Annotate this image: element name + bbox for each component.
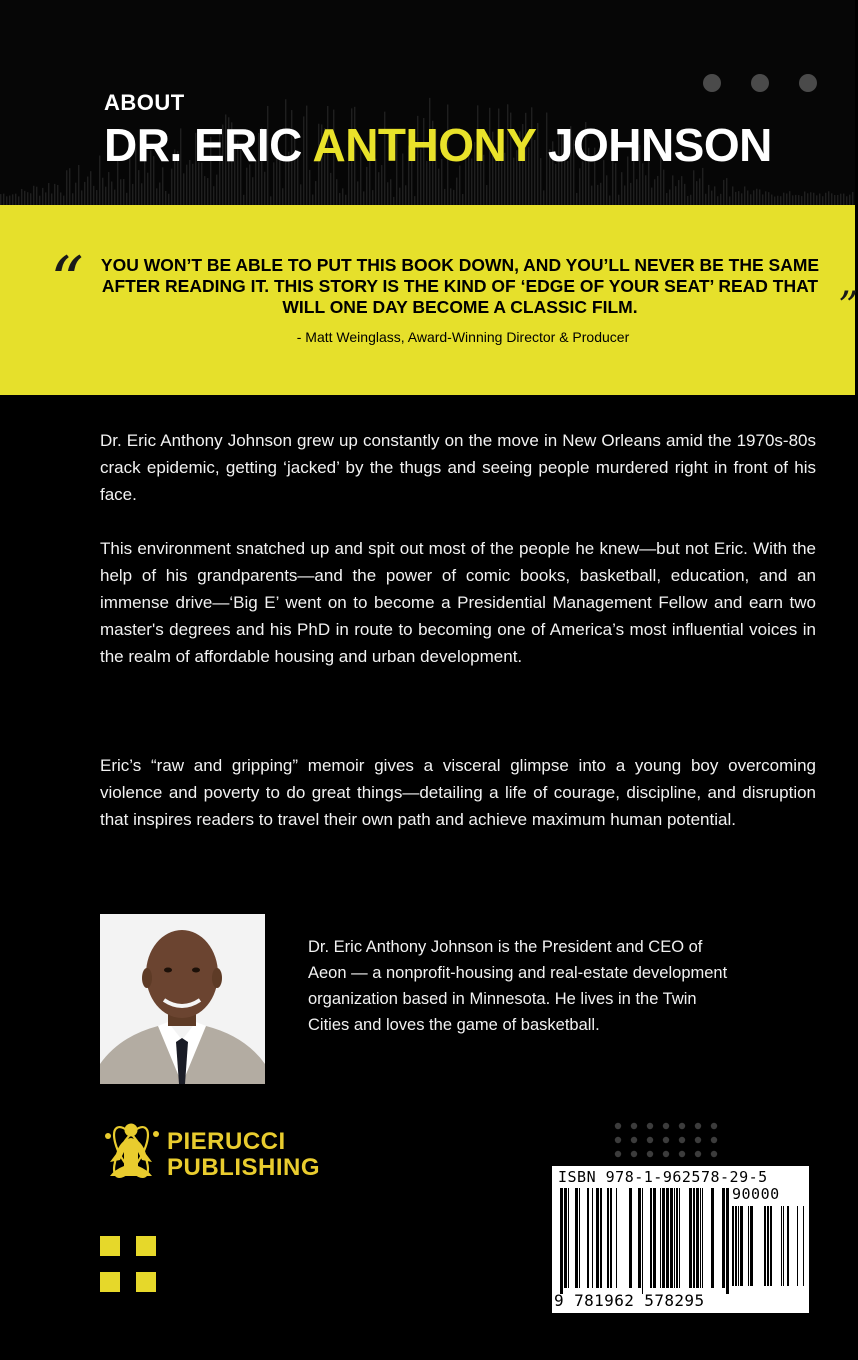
wave-bar	[741, 193, 742, 205]
grid-dot	[663, 1151, 669, 1157]
meditation-atom-icon	[100, 1110, 166, 1192]
barcode-bar	[560, 1188, 563, 1294]
wave-bar	[579, 168, 580, 205]
wave-bar	[759, 189, 760, 205]
wave-bar	[87, 177, 88, 205]
wave-bar	[711, 191, 712, 205]
wave-bar	[312, 194, 313, 205]
dot-icon	[751, 74, 769, 92]
wave-bar	[84, 182, 85, 205]
wave-bar	[675, 186, 676, 205]
wave-bar	[486, 185, 487, 205]
wave-bar	[168, 194, 169, 205]
barcode-bar	[770, 1206, 772, 1286]
wave-bar	[57, 185, 58, 205]
wave-bar	[96, 190, 97, 205]
grid-dot	[679, 1123, 685, 1129]
title-name-accent: ANTHONY	[312, 119, 536, 171]
barcode-bar	[642, 1188, 643, 1294]
wave-bar	[42, 188, 43, 205]
barcode-bar	[750, 1206, 753, 1286]
wave-bar	[45, 192, 46, 205]
wave-bar	[39, 196, 40, 205]
square-icon	[100, 1272, 120, 1292]
wave-bar	[732, 186, 733, 205]
wave-bar	[795, 195, 796, 205]
grid-dot	[663, 1137, 669, 1143]
wave-bar	[315, 181, 316, 205]
wave-bar	[690, 195, 691, 205]
barcode-bar	[711, 1188, 714, 1288]
wave-bar	[807, 193, 808, 205]
wave-bar	[456, 178, 457, 205]
grid-dot	[615, 1123, 621, 1129]
wave-bar	[852, 192, 853, 205]
barcode-bar	[629, 1188, 632, 1288]
barcode-bar	[662, 1188, 665, 1288]
wave-bar	[792, 195, 793, 205]
wave-bar	[600, 183, 601, 205]
wave-bar	[822, 196, 823, 205]
wave-bar	[813, 193, 814, 205]
wave-bar	[90, 171, 91, 205]
wave-bar	[438, 169, 439, 205]
wave-bar	[663, 170, 664, 205]
publisher-name-line2: PUBLISHING	[167, 1154, 321, 1181]
wave-bar	[726, 178, 727, 205]
wave-bar	[204, 176, 205, 205]
wave-bar	[756, 189, 757, 205]
grid-dot	[647, 1137, 653, 1143]
wave-bar	[666, 193, 667, 205]
grid-dot	[647, 1151, 653, 1157]
barcode-bar	[748, 1206, 749, 1286]
barcode-bar	[670, 1188, 673, 1288]
title-name-part2: JOHNSON	[535, 119, 772, 171]
wave-bar	[36, 187, 37, 205]
wave-bar	[93, 186, 94, 205]
wave-bar	[621, 172, 622, 205]
wave-bar	[762, 194, 763, 205]
wave-bar	[111, 182, 112, 205]
barcode-bar	[689, 1188, 692, 1288]
barcode-bar	[787, 1206, 789, 1286]
wave-bar	[399, 188, 400, 205]
wave-bar	[576, 193, 577, 205]
wave-bar	[834, 195, 835, 205]
wave-bar	[33, 186, 34, 205]
wave-bar	[363, 191, 364, 205]
wave-bar	[681, 176, 682, 205]
barcode-bar	[587, 1188, 589, 1288]
wave-bar	[657, 176, 658, 205]
wave-bar	[75, 183, 76, 205]
square-icon	[100, 1236, 120, 1256]
wave-bar	[414, 196, 415, 205]
title-name-part1: DR. ERIC	[104, 119, 313, 171]
wave-bar	[207, 178, 208, 205]
barcode-bar	[600, 1188, 602, 1288]
barcode-bar	[702, 1188, 703, 1288]
wave-bar	[774, 196, 775, 205]
wave-bar	[768, 192, 769, 205]
wave-bar	[828, 191, 829, 205]
wave-bar	[786, 193, 787, 205]
wave-bar	[123, 179, 124, 205]
about-label: ABOUT	[104, 90, 185, 115]
description-paragraph-3: Eric’s “raw and gripping” memoir gives a visceral glimpse into a young boy overcoming violence and poverty to do great things—detailing a life of courage, discipline, and disruption that inspires readers to travel their own path and achieve maximum human potential.	[100, 756, 816, 829]
quote-band	[0, 205, 858, 395]
grid-dot	[695, 1137, 701, 1143]
grid-dot	[615, 1151, 621, 1157]
barcode-bar	[607, 1188, 609, 1288]
wave-bar	[696, 181, 697, 205]
wave-bar	[714, 186, 715, 205]
wave-bar	[78, 165, 79, 205]
wave-bar	[630, 183, 631, 205]
wave-bar	[849, 195, 850, 205]
wave-bar	[393, 197, 394, 205]
wave-bar	[357, 181, 358, 205]
wave-bar	[750, 194, 751, 205]
wave-bar	[618, 195, 619, 205]
wave-bar	[723, 180, 724, 205]
barcode-bar	[740, 1206, 743, 1286]
wave-bar	[0, 194, 1, 205]
grid-dot	[711, 1123, 717, 1129]
wave-bar	[720, 194, 721, 205]
wave-bar	[282, 188, 283, 205]
wave-bar	[24, 191, 25, 205]
testimonial-quote: YOU WON’T BE ABLE TO PUT THIS BOOK DOWN, AND YOU’LL NEVER BE THE SAME AFTER READING IT. THIS STORY IS THE KIND OF ‘EDGE OF YOUR SEAT’ READ THAT WILL ONE DAY BECOME A CLASSIC FILM.	[100, 255, 820, 317]
barcode-bar	[803, 1206, 804, 1286]
wave-bar	[693, 170, 694, 205]
wave-bar	[372, 190, 373, 205]
barcode-bar	[696, 1188, 699, 1288]
wave-bar	[243, 195, 244, 205]
wave-bar	[747, 191, 748, 205]
barcode-bar	[732, 1206, 734, 1286]
wave-bar	[156, 188, 157, 205]
grid-dot	[631, 1123, 637, 1129]
wave-bar	[405, 185, 406, 205]
decorative-dot-grid	[614, 1122, 724, 1162]
wave-bar	[777, 196, 778, 205]
author-photo	[100, 914, 265, 1084]
wave-bar	[246, 168, 247, 205]
barcode-bar	[674, 1188, 675, 1288]
wave-bar	[69, 168, 70, 205]
wave-bar	[606, 175, 607, 205]
description-paragraph-2: This environment snatched up and spit out most of the people he knew—but not Eric. With the help of his grandparents—and the power of comic books, basketball, education, and an immense drive—‘Big E’ went on to become a Presidential Management Fellow and earn two master's degrees and his PhD in route to becoming one of America’s most influential voices in the realm of affordable housing and urban development.	[100, 539, 816, 666]
wave-bar	[12, 194, 13, 205]
grid-dot	[647, 1123, 653, 1129]
wave-bar	[840, 194, 841, 205]
isbn-barcode	[552, 1166, 809, 1313]
wave-bar	[624, 185, 625, 205]
grid-dot	[711, 1151, 717, 1157]
barcode-bar	[676, 1188, 678, 1288]
barcode-bar	[781, 1206, 782, 1286]
wave-bar	[702, 168, 703, 205]
wave-bar	[171, 169, 172, 205]
close-quote-icon: ”	[838, 284, 858, 330]
wave-bar	[138, 170, 139, 205]
grid-dot	[711, 1137, 717, 1143]
wave-bar	[270, 196, 271, 205]
wave-bar	[801, 196, 802, 205]
wave-bar	[54, 184, 55, 205]
barcode-bar	[722, 1188, 725, 1288]
wave-bar	[597, 185, 598, 205]
wave-bar	[264, 172, 265, 205]
grid-dot	[615, 1137, 621, 1143]
decorative-dots	[703, 74, 817, 92]
wave-bar	[300, 184, 301, 205]
wave-bar	[462, 194, 463, 205]
wave-bar	[684, 184, 685, 205]
barcode-bar	[738, 1206, 739, 1286]
wave-bar	[60, 192, 61, 205]
publisher-logo	[100, 1110, 360, 1192]
barcode-bar	[726, 1188, 729, 1294]
testimonial-attribution: - Matt Weinglass, Award-Winning Director & Producer	[296, 329, 630, 345]
wave-bar	[699, 178, 700, 205]
wave-bar	[804, 191, 805, 205]
wave-bar	[744, 186, 745, 205]
wave-bar	[378, 172, 379, 205]
wave-bar	[687, 196, 688, 205]
barcode-bar	[610, 1188, 612, 1288]
wave-bar	[114, 190, 115, 205]
barcode-bar	[735, 1206, 737, 1286]
wave-bar	[51, 194, 52, 205]
wave-bar	[753, 190, 754, 205]
wave-bar	[831, 193, 832, 205]
wave-bar	[213, 186, 214, 205]
wave-bar	[159, 183, 160, 205]
page-title	[104, 118, 772, 172]
wave-bar	[165, 191, 166, 205]
wave-bar	[717, 196, 718, 205]
barcode-bar	[616, 1188, 617, 1288]
barcode-bar	[767, 1206, 769, 1286]
wave-bar	[798, 195, 799, 205]
isbn-text: ISBN 978-1-962578-29-5	[558, 1168, 768, 1186]
barcode-bar	[564, 1188, 567, 1288]
wave-bar	[672, 175, 673, 205]
wave-bar	[63, 196, 64, 205]
wave-bar	[105, 187, 106, 205]
grid-dot	[679, 1151, 685, 1157]
wave-bar	[654, 179, 655, 205]
barcode-bar	[650, 1188, 652, 1288]
barcode-bar	[579, 1188, 580, 1288]
barcode-addon-bars	[732, 1206, 804, 1292]
open-quote-icon: “	[50, 243, 84, 320]
wave-bar	[450, 188, 451, 205]
wave-bar	[102, 178, 103, 205]
grid-dot	[663, 1123, 669, 1129]
wave-bar	[6, 196, 7, 205]
wave-bar	[771, 195, 772, 205]
wave-bar	[309, 170, 310, 205]
grid-dot	[679, 1137, 685, 1143]
description-paragraph-1: Dr. Eric Anthony Johnson grew up constantly on the move in New Orleans amid the 1970s-80s crack epidemic, getting ‘jacked’ by the thugs and seeing people murdered right in front of his face.	[100, 431, 816, 504]
wave-bar	[366, 167, 367, 205]
wave-bar	[708, 185, 709, 205]
wave-bar	[810, 192, 811, 205]
wave-bar	[66, 170, 67, 205]
header	[0, 0, 855, 205]
wave-bar	[825, 193, 826, 205]
wave-bar	[72, 193, 73, 205]
wave-bar	[636, 179, 637, 205]
barcode-bar	[679, 1188, 680, 1288]
wave-bar	[651, 188, 652, 205]
wave-bar	[216, 175, 217, 205]
wave-bar	[444, 189, 445, 205]
wave-bar	[645, 175, 646, 205]
wave-bar	[9, 196, 10, 205]
wave-bar	[846, 196, 847, 205]
wave-bar	[765, 191, 766, 205]
decorative-squares	[100, 1236, 156, 1292]
wave-bar	[609, 196, 610, 205]
barcode-bar	[666, 1188, 669, 1288]
barcode-bar	[575, 1188, 578, 1288]
wave-bar	[81, 190, 82, 205]
grid-dot	[695, 1151, 701, 1157]
barcode-bar	[660, 1188, 661, 1288]
barcode-bar	[653, 1188, 656, 1288]
barcode-bar	[638, 1188, 641, 1288]
wave-bar	[843, 194, 844, 205]
wave-bar	[108, 172, 109, 205]
square-icon	[136, 1272, 156, 1292]
square-icon	[136, 1236, 156, 1256]
publisher-name-line1: PIERUCCI	[167, 1128, 286, 1155]
dot-icon	[703, 74, 721, 92]
wave-bar	[48, 183, 49, 205]
wave-bar	[120, 179, 121, 205]
wave-bar	[141, 183, 142, 205]
barcode-bar	[596, 1188, 599, 1288]
wave-bar	[15, 194, 16, 205]
wave-bar	[453, 190, 454, 205]
wave-bar	[162, 167, 163, 205]
wave-bar	[30, 193, 31, 205]
barcode-bar	[568, 1188, 569, 1288]
wave-bar	[669, 190, 670, 205]
wave-bar	[543, 190, 544, 205]
wave-bar	[705, 194, 706, 205]
wave-bar	[345, 195, 346, 205]
barcode-bars	[560, 1188, 728, 1294]
wave-bar	[339, 193, 340, 205]
barcode-bar	[764, 1206, 766, 1286]
wave-bar	[783, 193, 784, 205]
wave-bar	[336, 179, 337, 205]
wave-bar	[735, 192, 736, 205]
author-bio: Dr. Eric Anthony Johnson is the President and CEO of Aeon — a nonprofit-housing and real-estate development organization based in Minnesota. He lives in the Twin Cities and loves the game of basketball.	[308, 938, 728, 1034]
barcode-bar	[700, 1188, 701, 1288]
wave-bar	[147, 173, 148, 205]
wave-bar	[99, 156, 100, 205]
wave-bar	[738, 191, 739, 205]
wave-bar	[678, 180, 679, 205]
wave-bar	[252, 177, 253, 205]
ean-digits: 9 781962 578295	[554, 1291, 705, 1310]
wave-bar	[21, 189, 22, 205]
wave-bar	[132, 184, 133, 205]
wave-bar	[816, 195, 817, 205]
wave-bar	[837, 195, 838, 205]
wave-bar	[18, 196, 19, 205]
grid-dot	[631, 1137, 637, 1143]
wave-bar	[3, 194, 4, 205]
wave-bar	[126, 193, 127, 205]
wave-bar	[390, 179, 391, 205]
barcode-bar	[783, 1206, 784, 1286]
grid-dot	[631, 1151, 637, 1157]
wave-bar	[819, 193, 820, 205]
barcode-bar	[797, 1206, 798, 1286]
wave-bar	[27, 192, 28, 205]
price-code: 90000	[732, 1185, 780, 1203]
wave-bar	[183, 173, 184, 205]
wave-bar	[729, 196, 730, 205]
wave-bar	[591, 186, 592, 205]
grid-dot	[695, 1123, 701, 1129]
wave-bar	[780, 196, 781, 205]
barcode-bar	[592, 1188, 593, 1288]
wave-bar	[330, 173, 331, 205]
wave-bar	[342, 188, 343, 205]
barcode-bar	[693, 1188, 695, 1288]
wave-bar	[387, 182, 388, 205]
dot-icon	[799, 74, 817, 92]
wave-bar	[789, 191, 790, 205]
